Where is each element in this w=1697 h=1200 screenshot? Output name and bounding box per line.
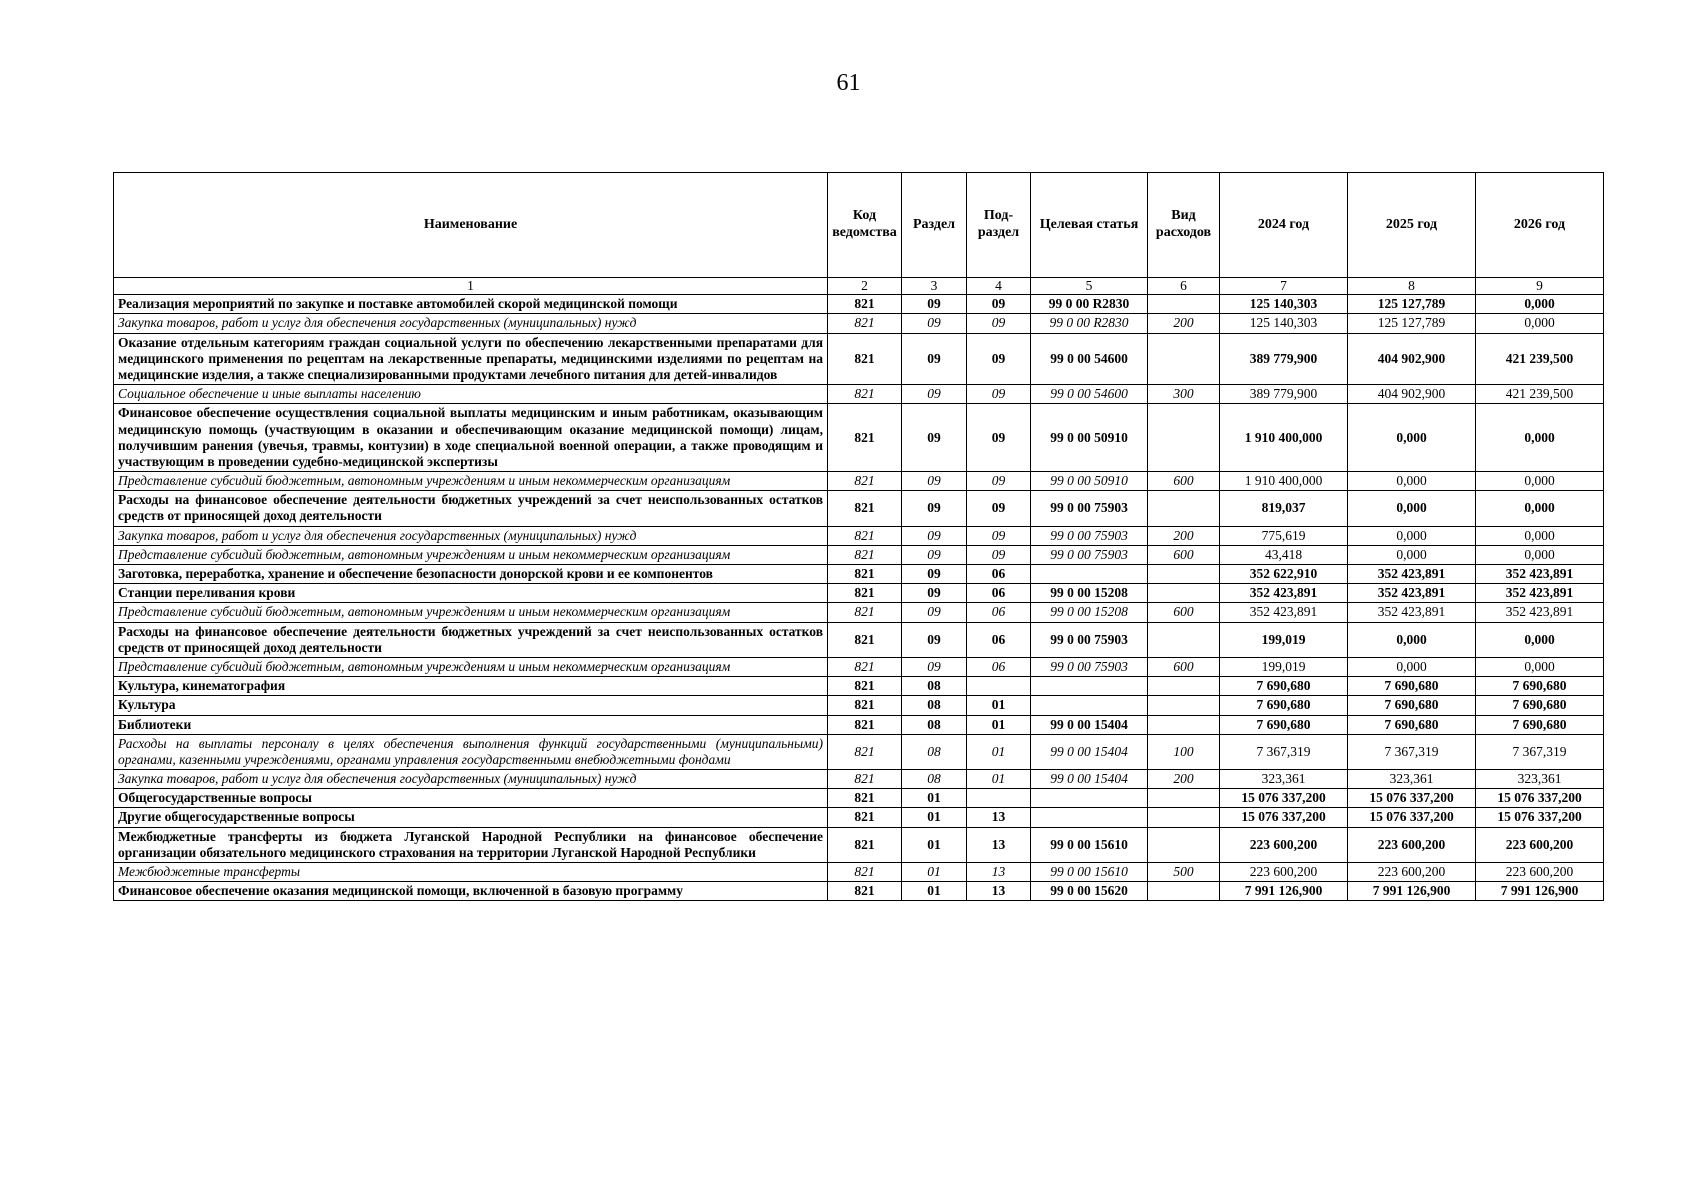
table-row xyxy=(114,314,1604,333)
row-2025: 0,000 xyxy=(1348,526,1476,545)
row-target-article: 99 0 00 15620 xyxy=(1031,882,1148,901)
row-2024: 223 600,200 xyxy=(1220,863,1348,882)
row-expense-type xyxy=(1148,491,1220,526)
header-name: Наименование xyxy=(114,173,828,278)
row-2025: 0,000 xyxy=(1348,472,1476,491)
row-2026: 352 423,891 xyxy=(1476,584,1604,603)
row-expense-type xyxy=(1148,715,1220,734)
row-2025: 352 423,891 xyxy=(1348,603,1476,622)
row-podrazdel: 13 xyxy=(967,863,1031,882)
row-expense-type: 300 xyxy=(1148,385,1220,404)
row-podrazdel: 01 xyxy=(967,734,1031,769)
row-razdel: 09 xyxy=(902,314,967,333)
table-row xyxy=(114,734,1604,769)
table-row xyxy=(114,882,1604,901)
row-razdel: 01 xyxy=(902,808,967,827)
row-podrazdel: 13 xyxy=(967,882,1031,901)
row-target-article: 99 0 00 50910 xyxy=(1031,472,1148,491)
row-2024: 7 690,680 xyxy=(1220,696,1348,715)
row-name: Закупка товаров, работ и услуг для обеспечения государственных (муниципальных) нужд xyxy=(114,526,828,545)
row-2024: 389 779,900 xyxy=(1220,385,1348,404)
row-razdel: 01 xyxy=(902,827,967,862)
row-target-article: 99 0 00 15208 xyxy=(1031,584,1148,603)
row-2024: 7 690,680 xyxy=(1220,677,1348,696)
row-podrazdel: 13 xyxy=(967,808,1031,827)
row-razdel: 09 xyxy=(902,603,967,622)
row-2025: 7 690,680 xyxy=(1348,677,1476,696)
row-2024: 125 140,303 xyxy=(1220,295,1348,314)
row-2025: 125 127,789 xyxy=(1348,314,1476,333)
row-expense-type: 600 xyxy=(1148,603,1220,622)
row-razdel: 01 xyxy=(902,789,967,808)
row-target-article xyxy=(1031,677,1148,696)
row-name: Заготовка, переработка, хранение и обеспечение безопасности донорской крови и ее компонентов xyxy=(114,565,828,584)
row-name: Представление субсидий бюджетным, автономным учреждениям и иным некоммерческим организациям xyxy=(114,472,828,491)
row-ved: 821 xyxy=(828,491,902,526)
table-row xyxy=(114,385,1604,404)
row-name: Представление субсидий бюджетным, автономным учреждениям и иным некоммерческим организациям xyxy=(114,657,828,676)
row-2025: 7 991 126,900 xyxy=(1348,882,1476,901)
row-target-article: 99 0 00 15610 xyxy=(1031,863,1148,882)
row-expense-type xyxy=(1148,584,1220,603)
row-2024: 223 600,200 xyxy=(1220,827,1348,862)
row-razdel: 09 xyxy=(902,491,967,526)
row-2026: 7 991 126,900 xyxy=(1476,882,1604,901)
header-expense-type: Вид расходов xyxy=(1148,173,1220,278)
row-expense-type: 600 xyxy=(1148,657,1220,676)
row-razdel: 08 xyxy=(902,677,967,696)
row-razdel: 08 xyxy=(902,715,967,734)
row-expense-type xyxy=(1148,696,1220,715)
row-razdel: 09 xyxy=(902,545,967,564)
row-podrazdel: 09 xyxy=(967,472,1031,491)
row-target-article: 99 0 00 15208 xyxy=(1031,603,1148,622)
row-2026: 223 600,200 xyxy=(1476,863,1604,882)
table-row xyxy=(114,696,1604,715)
row-2024: 1 910 400,000 xyxy=(1220,404,1348,472)
row-razdel: 09 xyxy=(902,472,967,491)
row-2026: 0,000 xyxy=(1476,404,1604,472)
row-razdel: 01 xyxy=(902,882,967,901)
column-number: 4 xyxy=(967,278,1031,295)
row-ved: 821 xyxy=(828,863,902,882)
table-row xyxy=(114,584,1604,603)
row-razdel: 08 xyxy=(902,770,967,789)
row-name: Расходы на выплаты персоналу в целях обеспечения выполнения функций государственными (муниципальными) органами, казенными учреждениями, органами управления государственными внебюджетными фондами xyxy=(114,734,828,769)
table-row xyxy=(114,603,1604,622)
row-podrazdel: 09 xyxy=(967,314,1031,333)
row-name: Социальное обеспечение и иные выплаты населению xyxy=(114,385,828,404)
row-target-article: 99 0 00 75903 xyxy=(1031,622,1148,657)
row-2025: 404 902,900 xyxy=(1348,333,1476,385)
row-target-article: 99 0 00 50910 xyxy=(1031,404,1148,472)
row-expense-type xyxy=(1148,295,1220,314)
row-name: Расходы на финансовое обеспечение деятельности бюджетных учреждений за счет неиспользованных остатков средств от приносящей доход деятельности xyxy=(114,622,828,657)
row-2025: 323,361 xyxy=(1348,770,1476,789)
row-2024: 1 910 400,000 xyxy=(1220,472,1348,491)
row-2026: 0,000 xyxy=(1476,545,1604,564)
row-razdel: 09 xyxy=(902,333,967,385)
row-expense-type xyxy=(1148,882,1220,901)
row-2025: 223 600,200 xyxy=(1348,863,1476,882)
row-2025: 404 902,900 xyxy=(1348,385,1476,404)
row-podrazdel: 09 xyxy=(967,295,1031,314)
table-row xyxy=(114,827,1604,862)
row-target-article: 99 0 00 75903 xyxy=(1031,491,1148,526)
row-ved: 821 xyxy=(828,789,902,808)
row-2026: 421 239,500 xyxy=(1476,385,1604,404)
row-ved: 821 xyxy=(828,565,902,584)
table-row xyxy=(114,808,1604,827)
row-expense-type xyxy=(1148,333,1220,385)
header-podrazdel: Под-раздел xyxy=(967,173,1031,278)
column-number: 2 xyxy=(828,278,902,295)
column-number: 6 xyxy=(1148,278,1220,295)
row-razdel: 09 xyxy=(902,295,967,314)
row-podrazdel: 06 xyxy=(967,565,1031,584)
row-razdel: 09 xyxy=(902,404,967,472)
row-expense-type: 600 xyxy=(1148,545,1220,564)
row-2024: 775,619 xyxy=(1220,526,1348,545)
row-target-article: 99 0 00 75903 xyxy=(1031,526,1148,545)
row-expense-type xyxy=(1148,827,1220,862)
row-razdel: 09 xyxy=(902,526,967,545)
row-expense-type xyxy=(1148,565,1220,584)
row-podrazdel: 06 xyxy=(967,622,1031,657)
header-ved: Код ведомства xyxy=(828,173,902,278)
row-name: Другие общегосударственные вопросы xyxy=(114,808,828,827)
row-podrazdel: 06 xyxy=(967,603,1031,622)
row-target-article xyxy=(1031,565,1148,584)
row-ved: 821 xyxy=(828,603,902,622)
row-2024: 819,037 xyxy=(1220,491,1348,526)
row-razdel: 09 xyxy=(902,657,967,676)
row-podrazdel: 01 xyxy=(967,715,1031,734)
row-2025: 0,000 xyxy=(1348,545,1476,564)
table-row xyxy=(114,526,1604,545)
row-name: Финансовое обеспечение осуществления социальной выплаты медицинским и иным работникам, оказывающим медицинскую помощь (участвующим в оказании и обеспечивающим оказание медицинской помощи) лицам, получившим ранения (увечья, травмы, контузии) в ходе специальной военной операции, а также проводящим и участвующим в проведении судебно-медицинской экспертизы xyxy=(114,404,828,472)
row-expense-type: 200 xyxy=(1148,770,1220,789)
row-2026: 7 690,680 xyxy=(1476,677,1604,696)
column-number: 8 xyxy=(1348,278,1476,295)
row-ved: 821 xyxy=(828,657,902,676)
row-2024: 352 423,891 xyxy=(1220,584,1348,603)
row-name: Библиотеки xyxy=(114,715,828,734)
row-2026: 352 423,891 xyxy=(1476,603,1604,622)
row-2026: 0,000 xyxy=(1476,491,1604,526)
column-number: 1 xyxy=(114,278,828,295)
row-2025: 0,000 xyxy=(1348,404,1476,472)
budget-table xyxy=(113,172,1604,901)
table-row xyxy=(114,545,1604,564)
row-2026: 0,000 xyxy=(1476,526,1604,545)
row-2024: 352 423,891 xyxy=(1220,603,1348,622)
row-2025: 125 127,789 xyxy=(1348,295,1476,314)
row-expense-type xyxy=(1148,404,1220,472)
row-ved: 821 xyxy=(828,696,902,715)
row-podrazdel: 09 xyxy=(967,333,1031,385)
row-2026: 15 076 337,200 xyxy=(1476,808,1604,827)
row-podrazdel: 09 xyxy=(967,526,1031,545)
row-name: Реализация мероприятий по закупке и поставке автомобилей скорой медицинской помощи xyxy=(114,295,828,314)
row-razdel: 09 xyxy=(902,584,967,603)
row-name: Культура xyxy=(114,696,828,715)
row-2024: 7 991 126,900 xyxy=(1220,882,1348,901)
row-name: Межбюджетные трансферты xyxy=(114,863,828,882)
row-name: Представление субсидий бюджетным, автономным учреждениям и иным некоммерческим организациям xyxy=(114,545,828,564)
row-2026: 0,000 xyxy=(1476,657,1604,676)
row-ved: 821 xyxy=(828,472,902,491)
column-number: 5 xyxy=(1031,278,1148,295)
row-2026: 0,000 xyxy=(1476,472,1604,491)
header-2024: 2024 год xyxy=(1220,173,1348,278)
row-2026: 7 690,680 xyxy=(1476,715,1604,734)
table-row xyxy=(114,491,1604,526)
row-razdel: 09 xyxy=(902,565,967,584)
row-razdel: 09 xyxy=(902,385,967,404)
row-podrazdel: 13 xyxy=(967,827,1031,862)
row-ved: 821 xyxy=(828,404,902,472)
row-razdel: 08 xyxy=(902,734,967,769)
row-podrazdel: 09 xyxy=(967,545,1031,564)
table-row xyxy=(114,677,1604,696)
row-expense-type: 200 xyxy=(1148,314,1220,333)
row-ved: 821 xyxy=(828,385,902,404)
row-target-article xyxy=(1031,696,1148,715)
table-row xyxy=(114,295,1604,314)
row-podrazdel: 01 xyxy=(967,770,1031,789)
table-row xyxy=(114,565,1604,584)
row-podrazdel xyxy=(967,789,1031,808)
row-name: Закупка товаров, работ и услуг для обеспечения государственных (муниципальных) нужд xyxy=(114,314,828,333)
row-2026: 15 076 337,200 xyxy=(1476,789,1604,808)
row-podrazdel: 06 xyxy=(967,584,1031,603)
row-expense-type: 500 xyxy=(1148,863,1220,882)
row-podrazdel: 09 xyxy=(967,491,1031,526)
row-2025: 7 690,680 xyxy=(1348,696,1476,715)
row-ved: 821 xyxy=(828,622,902,657)
table-row xyxy=(114,472,1604,491)
row-2026: 223 600,200 xyxy=(1476,827,1604,862)
row-2024: 125 140,303 xyxy=(1220,314,1348,333)
row-name: Общегосударственные вопросы xyxy=(114,789,828,808)
row-target-article: 99 0 00 75903 xyxy=(1031,657,1148,676)
row-2026: 7 690,680 xyxy=(1476,696,1604,715)
row-ved: 821 xyxy=(828,715,902,734)
row-2024: 199,019 xyxy=(1220,622,1348,657)
row-expense-type xyxy=(1148,622,1220,657)
row-ved: 821 xyxy=(828,677,902,696)
row-expense-type xyxy=(1148,789,1220,808)
row-podrazdel: 01 xyxy=(967,696,1031,715)
row-target-article: 99 0 00 75903 xyxy=(1031,545,1148,564)
table-row xyxy=(114,789,1604,808)
row-razdel: 01 xyxy=(902,863,967,882)
row-2025: 0,000 xyxy=(1348,622,1476,657)
row-expense-type xyxy=(1148,677,1220,696)
row-podrazdel: 09 xyxy=(967,404,1031,472)
row-expense-type: 100 xyxy=(1148,734,1220,769)
column-number-row xyxy=(114,278,1604,295)
table-row xyxy=(114,622,1604,657)
row-2024: 389 779,900 xyxy=(1220,333,1348,385)
row-name: Станции переливания крови xyxy=(114,584,828,603)
row-2024: 7 367,319 xyxy=(1220,734,1348,769)
row-ved: 821 xyxy=(828,526,902,545)
header-razdel: Раздел xyxy=(902,173,967,278)
row-2024: 43,418 xyxy=(1220,545,1348,564)
row-2024: 7 690,680 xyxy=(1220,715,1348,734)
row-2026: 0,000 xyxy=(1476,314,1604,333)
row-target-article: 99 0 00 15610 xyxy=(1031,827,1148,862)
row-2025: 352 423,891 xyxy=(1348,565,1476,584)
table-row xyxy=(114,863,1604,882)
row-target-article: 99 0 00 R2830 xyxy=(1031,314,1148,333)
row-2026: 0,000 xyxy=(1476,622,1604,657)
row-2025: 15 076 337,200 xyxy=(1348,789,1476,808)
header-target-article: Целевая статья xyxy=(1031,173,1148,278)
row-ved: 821 xyxy=(828,827,902,862)
page-number: 61 xyxy=(836,70,861,96)
row-expense-type xyxy=(1148,808,1220,827)
row-ved: 821 xyxy=(828,545,902,564)
table-row xyxy=(114,404,1604,472)
header-2025: 2025 год xyxy=(1348,173,1476,278)
row-ved: 821 xyxy=(828,808,902,827)
row-expense-type: 600 xyxy=(1148,472,1220,491)
row-razdel: 08 xyxy=(902,696,967,715)
row-2025: 352 423,891 xyxy=(1348,584,1476,603)
row-name: Финансовое обеспечение оказания медицинской помощи, включенной в базовую программу xyxy=(114,882,828,901)
row-target-article: 99 0 00 54600 xyxy=(1031,333,1148,385)
row-2026: 323,361 xyxy=(1476,770,1604,789)
row-target-article: 99 0 00 R2830 xyxy=(1031,295,1148,314)
row-name: Расходы на финансовое обеспечение деятельности бюджетных учреждений за счет неиспользованных остатков средств от приносящей доход деятельности xyxy=(114,491,828,526)
row-podrazdel: 06 xyxy=(967,657,1031,676)
row-name: Культура, кинематография xyxy=(114,677,828,696)
row-2024: 352 622,910 xyxy=(1220,565,1348,584)
table-row xyxy=(114,770,1604,789)
row-2024: 323,361 xyxy=(1220,770,1348,789)
row-2024: 15 076 337,200 xyxy=(1220,789,1348,808)
row-podrazdel: 09 xyxy=(967,385,1031,404)
row-name: Закупка товаров, работ и услуг для обеспечения государственных (муниципальных) нужд xyxy=(114,770,828,789)
row-2025: 7 367,319 xyxy=(1348,734,1476,769)
row-2024: 15 076 337,200 xyxy=(1220,808,1348,827)
row-ved: 821 xyxy=(828,770,902,789)
row-podrazdel xyxy=(967,677,1031,696)
row-name: Межбюджетные трансферты из бюджета Луганской Народной Республики на финансовое обеспечение организации обязательного медицинского страхования на территории Луганской Народной Республики xyxy=(114,827,828,862)
table-row xyxy=(114,657,1604,676)
row-target-article: 99 0 00 15404 xyxy=(1031,734,1148,769)
row-2024: 199,019 xyxy=(1220,657,1348,676)
row-2026: 421 239,500 xyxy=(1476,333,1604,385)
row-2026: 352 423,891 xyxy=(1476,565,1604,584)
row-target-article xyxy=(1031,808,1148,827)
row-2025: 15 076 337,200 xyxy=(1348,808,1476,827)
row-ved: 821 xyxy=(828,584,902,603)
row-name: Представление субсидий бюджетным, автономным учреждениям и иным некоммерческим организациям xyxy=(114,603,828,622)
row-2025: 223 600,200 xyxy=(1348,827,1476,862)
row-razdel: 09 xyxy=(902,622,967,657)
header-row xyxy=(114,173,1604,278)
row-ved: 821 xyxy=(828,734,902,769)
column-number: 9 xyxy=(1476,278,1604,295)
row-expense-type: 200 xyxy=(1148,526,1220,545)
row-ved: 821 xyxy=(828,295,902,314)
column-number: 7 xyxy=(1220,278,1348,295)
row-2025: 7 690,680 xyxy=(1348,715,1476,734)
table-row xyxy=(114,715,1604,734)
row-2025: 0,000 xyxy=(1348,491,1476,526)
row-2026: 0,000 xyxy=(1476,295,1604,314)
row-ved: 821 xyxy=(828,314,902,333)
row-target-article: 99 0 00 54600 xyxy=(1031,385,1148,404)
header-2026: 2026 год xyxy=(1476,173,1604,278)
row-2025: 0,000 xyxy=(1348,657,1476,676)
row-2026: 7 367,319 xyxy=(1476,734,1604,769)
row-ved: 821 xyxy=(828,333,902,385)
row-target-article xyxy=(1031,789,1148,808)
row-ved: 821 xyxy=(828,882,902,901)
row-name: Оказание отдельным категориям граждан социальной услуги по обеспечению лекарственными препаратами для медицинского применения по рецептам на лекарственные препараты, медицинскими изделиями по рецептам на медицинские изделия, а также специализированными продуктами лечебного питания для детей-инвалидов xyxy=(114,333,828,385)
row-target-article: 99 0 00 15404 xyxy=(1031,770,1148,789)
column-number: 3 xyxy=(902,278,967,295)
table-row xyxy=(114,333,1604,385)
row-target-article: 99 0 00 15404 xyxy=(1031,715,1148,734)
